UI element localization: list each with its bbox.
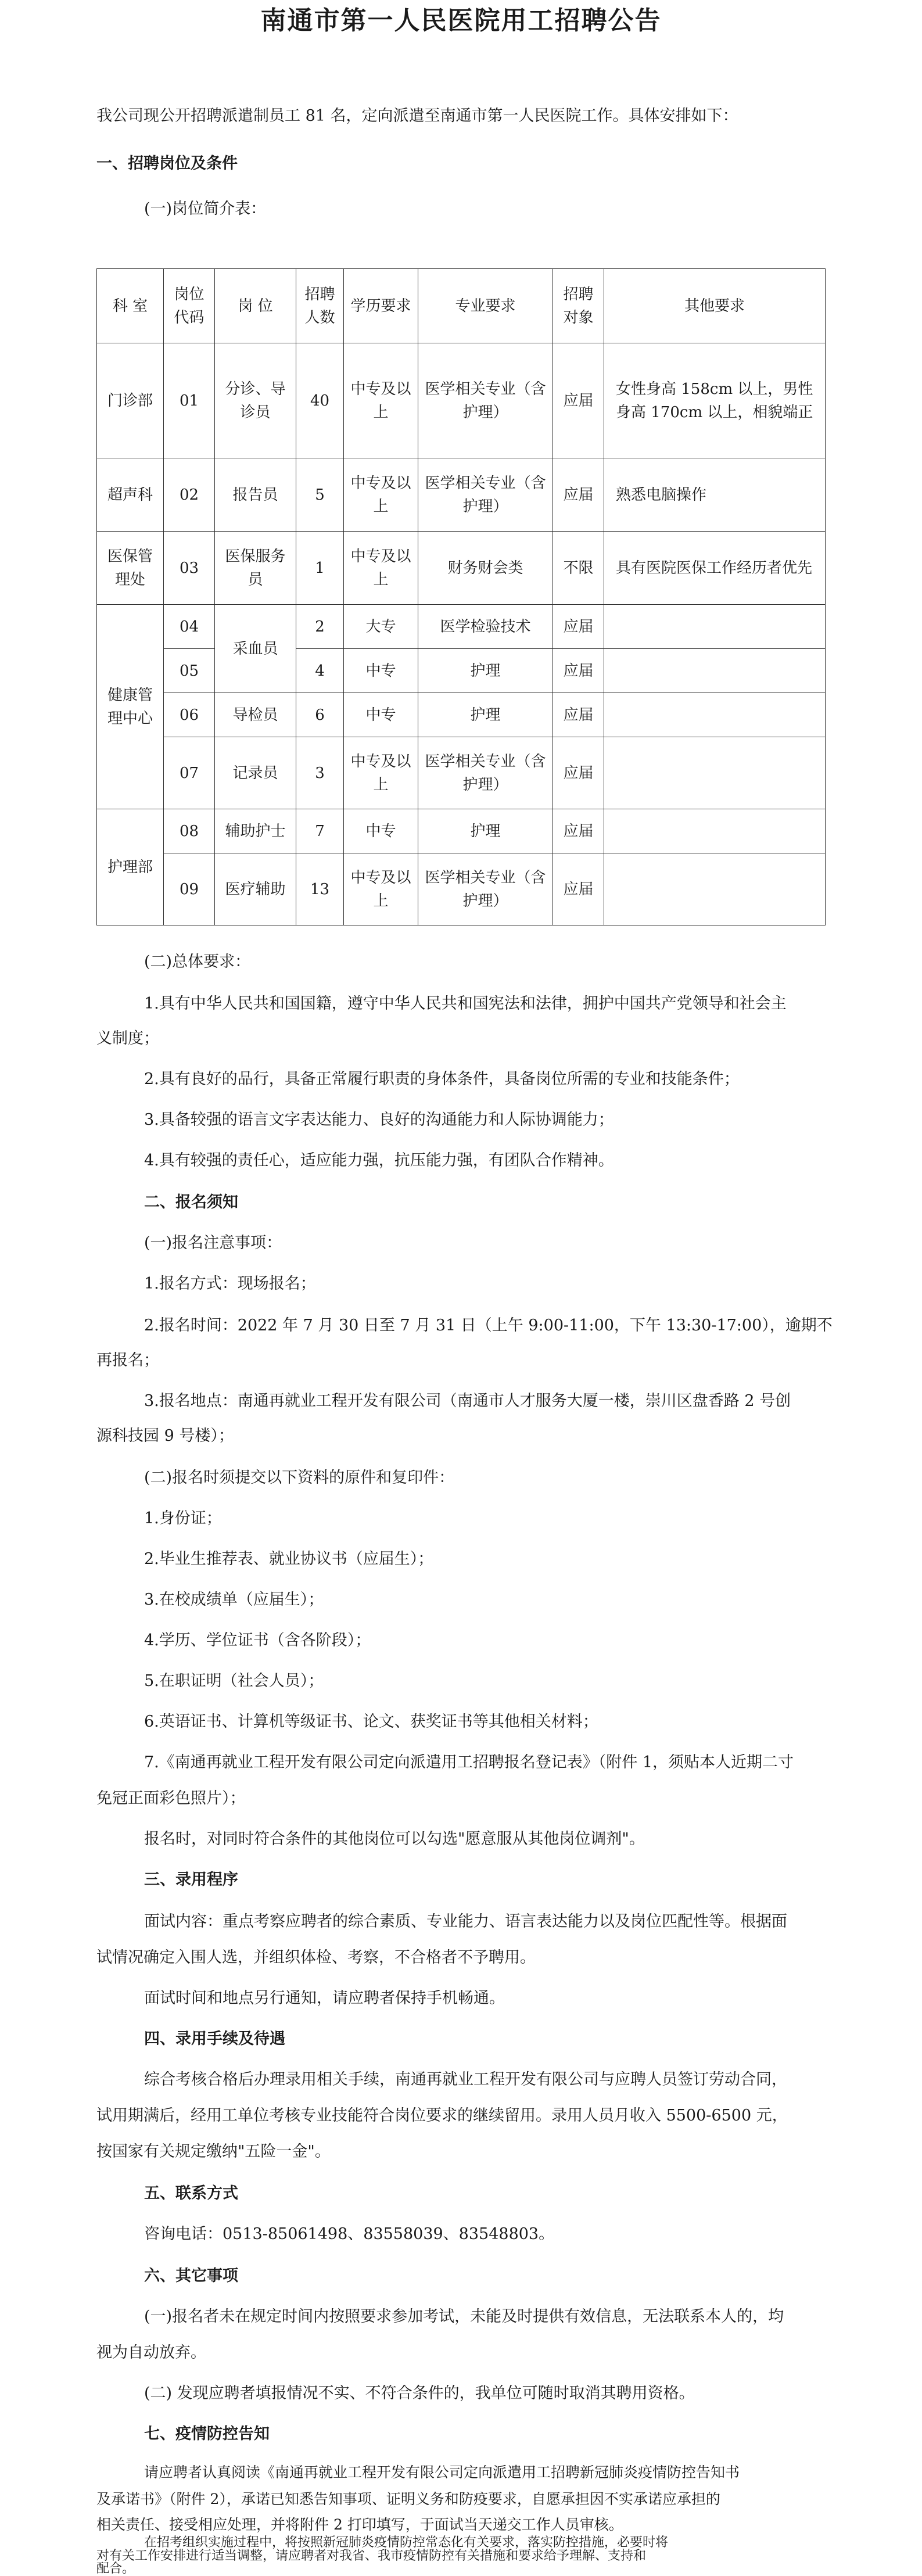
cell-major: 医学相关专业（含护理） [418,458,553,532]
cell-dept: 护理部 [97,809,164,925]
epidemic-paragraph-2-line-1: 在招考组织实施过程中，将按照新冠肺炎疫情防控常态化有关要求，落实防控措施，必要时将 [144,2535,669,2550]
interview-time-note: 面试时间和地点另行通知，请应聘者保持手机畅通。 [144,1989,505,2007]
epidemic-paragraph-2-line-2: 对有关工作安排进行适当调整，请应聘者对我省、我市疫情防控有关措施和要求给予理解、支持和 [96,2549,647,2563]
section-1-sub-2: (二)总体要求： [144,953,251,971]
cell-num: 5 [296,458,344,532]
cell-edu: 中专 [344,809,418,853]
cell-target: 应届 [553,649,604,693]
section-2-sub-2: (二)报名时须提交以下资料的原件和复印件： [144,1469,455,1487]
cell-num: 1 [296,532,344,605]
requirement-1-line-1: 1.具有中华人民共和国国籍，遵守中华人民共和国宪法和法律，拥护中国共产党领导和社会主 [144,995,787,1013]
signup-method: 1.报名方式：现场报名； [144,1275,316,1293]
cell-other [604,737,826,809]
document-item: 6.英语证书、计算机等级证书、论文、获奖证书等其他相关材料； [144,1713,598,1731]
cell-edu: 中专及以上 [344,853,418,925]
cell-target: 应届 [553,809,604,853]
document-item: 2.毕业生推荐表、就业协议书（应届生）； [144,1550,434,1568]
cell-target: 不限 [553,532,604,605]
table-header: 岗 位 [215,269,296,343]
cell-dept: 门诊部 [97,343,164,458]
requirement-3: 3.具备较强的语言文字表达能力、良好的沟通能力和人际协调能力； [144,1111,614,1129]
cell-other [604,809,826,853]
cell-edu: 中专 [344,693,418,737]
signup-location-line-1: 3.报名地点：南通再就业工程开发有限公司（南通市人才服务大厦一楼，崇川区盘香路 2 号创 [144,1392,791,1410]
table-header: 招聘对象 [553,269,604,343]
table-row [97,649,826,693]
cell-target: 应届 [553,343,604,458]
table-header: 学历要求 [344,269,418,343]
epidemic-paragraph-1-line-1: 请应聘者认真阅读《南通再就业工程开发有限公司定向派遣用工招聘新冠肺炎疫情防控告知书 [144,2464,740,2481]
cell-target: 应届 [553,737,604,809]
document-item: 3.在校成绩单（应届生）； [144,1591,324,1609]
cell-code: 09 [164,853,215,925]
interview-content-line-2: 试情况确定入围人选，并组织体检、考察，不合格者不予聘用。 [96,1949,536,1967]
cell-post: 医疗辅助 [215,853,296,925]
cell-major: 护理 [418,693,553,737]
cell-num: 4 [296,649,344,693]
cell-edu: 中专及以上 [344,458,418,532]
cell-target: 应届 [553,605,604,649]
cell-code: 05 [164,649,215,693]
cell-major: 医学相关专业（含护理） [418,853,553,925]
cell-num: 2 [296,605,344,649]
cell-major: 财务财会类 [418,532,553,605]
signup-time-line-1: 2.报名时间：2022 年 7 月 30 日至 7 月 31 日（上午 9:00-11:00，下午 13:30-17:00），逾期不 [144,1316,833,1334]
page-title: 南通市第一人民医院用工招聘公告 [260,6,662,35]
cell-code: 06 [164,693,215,737]
intro-paragraph: 我公司现公开招聘派遣制员工 81 名，定向派遣至南通市第一人民医院工作。具体安排如下： [96,107,738,125]
cell-post: 辅助护士 [215,809,296,853]
cell-other [604,605,826,649]
signup-location-line-2: 源科技园 9 号楼）； [96,1427,234,1445]
table-row [97,809,826,853]
document-item-7-line-1: 7.《南通再就业工程开发有限公司定向派遣用工招聘报名登记表》（附件 1，须贴本人近期二寸 [144,1753,794,1771]
requirement-1-line-2: 义制度； [96,1029,159,1047]
cell-dept: 超声科 [97,458,164,532]
section-3-heading: 三、录用程序 [144,1871,238,1889]
cell-edu: 中专及以上 [344,532,418,605]
cell-other: 具有医院医保工作经历者优先 [604,532,826,605]
cell-other [604,693,826,737]
other-item-1-line-2: 视为自动放弃。 [96,2344,206,2362]
cell-other: 女性身高 158cm 以上，男性身高 170cm 以上，相貌端正 [604,343,826,458]
cell-code: 07 [164,737,215,809]
hiring-paragraph-line-1: 综合考核合格后办理录用相关手续，南通再就业工程开发有限公司与应聘人员签订劳动合同， [144,2071,787,2089]
document-item: 5.在职证明（社会人员）； [144,1672,324,1690]
cell-post: 报告员 [215,458,296,532]
cell-dept: 健康管理中心 [97,605,164,809]
cell-dept: 医保管理处 [97,532,164,605]
cell-other: 熟悉电脑操作 [604,458,826,532]
section-1-heading: 一、招聘岗位及条件 [96,155,238,173]
cell-target: 应届 [553,458,604,532]
table-row [97,737,826,809]
section-4-heading: 四、录用手续及待遇 [144,2030,285,2048]
cell-major: 护理 [418,649,553,693]
hiring-paragraph-line-2: 试用期满后，经用工单位考核专业技能符合岗位要求的继续留用。录用人员月收入 5500-6500 元， [96,2107,788,2125]
cell-target: 应届 [553,693,604,737]
cell-edu: 大专 [344,605,418,649]
document-item: 4.学历、学位证书（含各阶段）； [144,1631,371,1649]
other-item-1-line-1: (一)报名者未在规定时间内按照要求参加考试，未能及时提供有效信息，无法联系本人的，均 [144,2308,784,2326]
document-item-7-line-2: 免冠正面彩色照片）； [96,1789,246,1807]
cell-code: 03 [164,532,215,605]
cell-num: 13 [296,853,344,925]
cell-edu: 中专及以上 [344,343,418,458]
section-7-heading: 七、疫情防控告知 [144,2425,270,2443]
cell-major: 医学相关专业（含护理） [418,737,553,809]
contact-phone: 咨询电话：0513-85061498、83558039、83548803。 [144,2225,555,2243]
cell-other [604,649,826,693]
cell-edu: 中专及以上 [344,737,418,809]
table-row [97,693,826,737]
requirement-2: 2.具有良好的品行，具备正常履行职责的身体条件，具备岗位所需的专业和技能条件； [144,1070,740,1088]
section-6-heading: 六、其它事项 [144,2267,238,2285]
table-header: 科 室 [97,269,164,343]
table-row [97,605,826,649]
other-item-2: (二) 发现应聘者填报情况不实、不符合条件的，我单位可随时取消其聘用资格。 [144,2384,695,2402]
cell-num: 40 [296,343,344,458]
table-row [97,458,826,532]
cell-major: 医学相关专业（含护理） [418,343,553,458]
position-table [96,268,826,925]
cell-code: 02 [164,458,215,532]
cell-num: 7 [296,809,344,853]
table-header: 岗位代码 [164,269,215,343]
epidemic-paragraph-2-line-3: 配合。 [96,2561,135,2576]
signup-time-line-2: 再报名； [96,1351,159,1369]
requirement-4: 4.具有较强的责任心，适应能力强，抗压能力强，有团队合作精神。 [144,1151,614,1169]
hiring-paragraph-line-3: 按国家有关规定缴纳"五险一金"。 [96,2143,331,2161]
section-2-sub-1: (一)报名注意事项： [144,1234,282,1252]
section-2-heading: 二、报名须知 [144,1193,238,1211]
interview-content-line-1: 面试内容：重点考察应聘者的综合素质、专业能力、语言表达能力以及岗位匹配性等。根据面 [144,1913,787,1931]
cell-post: 分诊、导诊员 [215,343,296,458]
cell-post: 记录员 [215,737,296,809]
cell-major: 医学检验技术 [418,605,553,649]
cell-post: 采血员 [215,605,296,693]
table-row [97,853,826,925]
table-header: 招聘人数 [296,269,344,343]
epidemic-paragraph-1-line-3: 相关责任、接受相应处理，并将附件 2 打印填写，于面试当天递交工作人员审核。 [96,2516,623,2533]
cell-num: 3 [296,737,344,809]
epidemic-paragraph-1-line-2: 及承诺书》（附件 2），承诺已知悉告知事项、证明义务和防疫要求，自愿承担因不实承诺应承担的 [96,2491,720,2507]
section-1-sub-1: (一)岗位简介表： [144,200,267,218]
cell-code: 04 [164,605,215,649]
table-header: 其他要求 [604,269,826,343]
table-row [97,343,826,458]
cell-code: 08 [164,809,215,853]
cell-num: 6 [296,693,344,737]
cell-edu: 中专 [344,649,418,693]
section-5-heading: 五、联系方式 [144,2184,238,2202]
cell-major: 护理 [418,809,553,853]
table-header: 专业要求 [418,269,553,343]
cell-post: 导检员 [215,693,296,737]
cell-code: 01 [164,343,215,458]
cell-post: 医保服务员 [215,532,296,605]
table-row [97,532,826,605]
cell-target: 应届 [553,853,604,925]
cell-other [604,853,826,925]
signup-note: 报名时，对同时符合条件的其他岗位可以勾选"愿意服从其他岗位调剂"。 [144,1830,645,1848]
document-item: 1.身份证； [144,1509,222,1527]
table-header-row [97,269,826,343]
